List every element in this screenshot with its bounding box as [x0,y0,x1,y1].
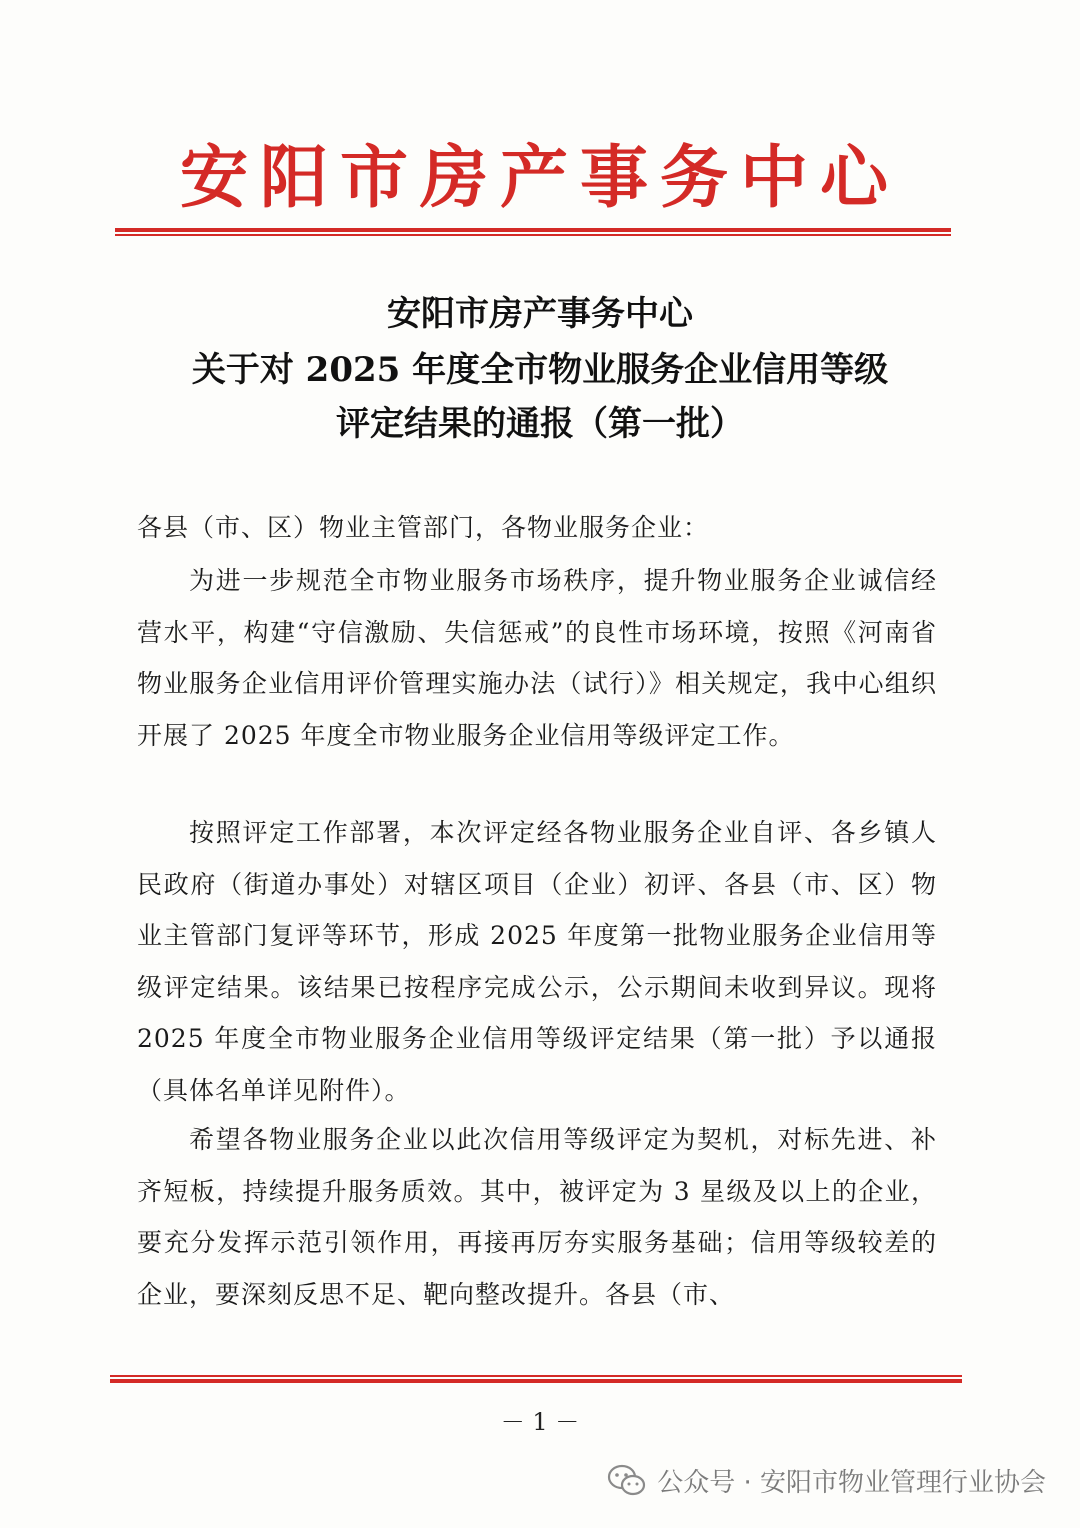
wechat-icon [607,1464,647,1498]
doc-title-line-2: 关于对 2025 年度全市物业服务企业信用等级 [191,350,889,390]
letterhead-divider [115,228,951,236]
paragraph-3 [137,1114,937,1320]
letterhead-title: 安阳市房产事务中心 [179,138,900,218]
paragraph-1-text: 为进一步规范全市物业服务市场秩序，提升物业服务企业诚信经营水平，构建“守信激励、失信惩戒”的良性市场环境，按照《河南省物业服务企业信用评价管理实施办法（试行）》相关规定，我中心组织开展了 2025 年度全市物业服务企业信用等级评定工作。 [137,566,937,750]
divider-thin-line [115,234,951,236]
wechat-watermark [607,1462,1046,1499]
salutation: 各县（市、区）物业主管部门，各物业服务企业： [137,513,710,542]
page-number: － 1 － [500,1408,580,1436]
paragraph-1 [137,555,937,761]
doc-title-line-1: 安阳市房产事务中心 [387,294,693,334]
paragraph-2-text: 按照评定工作部署，本次评定经各物业服务企业自评、各乡镇人民政府（街道办事处）对辖区项目（企业）初评、各县（市、区）物业主管部门复评等环节，形成 2025 年度第一批物业服务企业信用等级评定结果。该结果已按程序完成公示，公示期间未收到异议。现将 2025 年度全市物业服务企业信用等级评定结果（第一批）予以通报（具体名单详见附件）。 [137,818,937,1105]
footer-divider [110,1375,962,1383]
footer-thin-line [110,1375,962,1377]
divider-thick-line [115,228,951,232]
paragraph-3-text: 希望各物业服务企业以此次信用等级评定为契机，对标先进、补齐短板，持续提升服务质效。其中，被评定为 3 星级及以上的企业，要充分发挥示范引领作用，再接再厉夯实服务基础；信用等级较差的企业，要深刻反思不足、靶向整改提升。各县（市、 [137,1125,937,1309]
doc-title-line-3: 评定结果的通报（第一批） [336,404,744,444]
paragraph-2 [137,807,937,1117]
footer-thick-line [110,1379,962,1383]
watermark-text: 公众号 · 安阳市物业管理行业协会 [657,1468,1046,1498]
